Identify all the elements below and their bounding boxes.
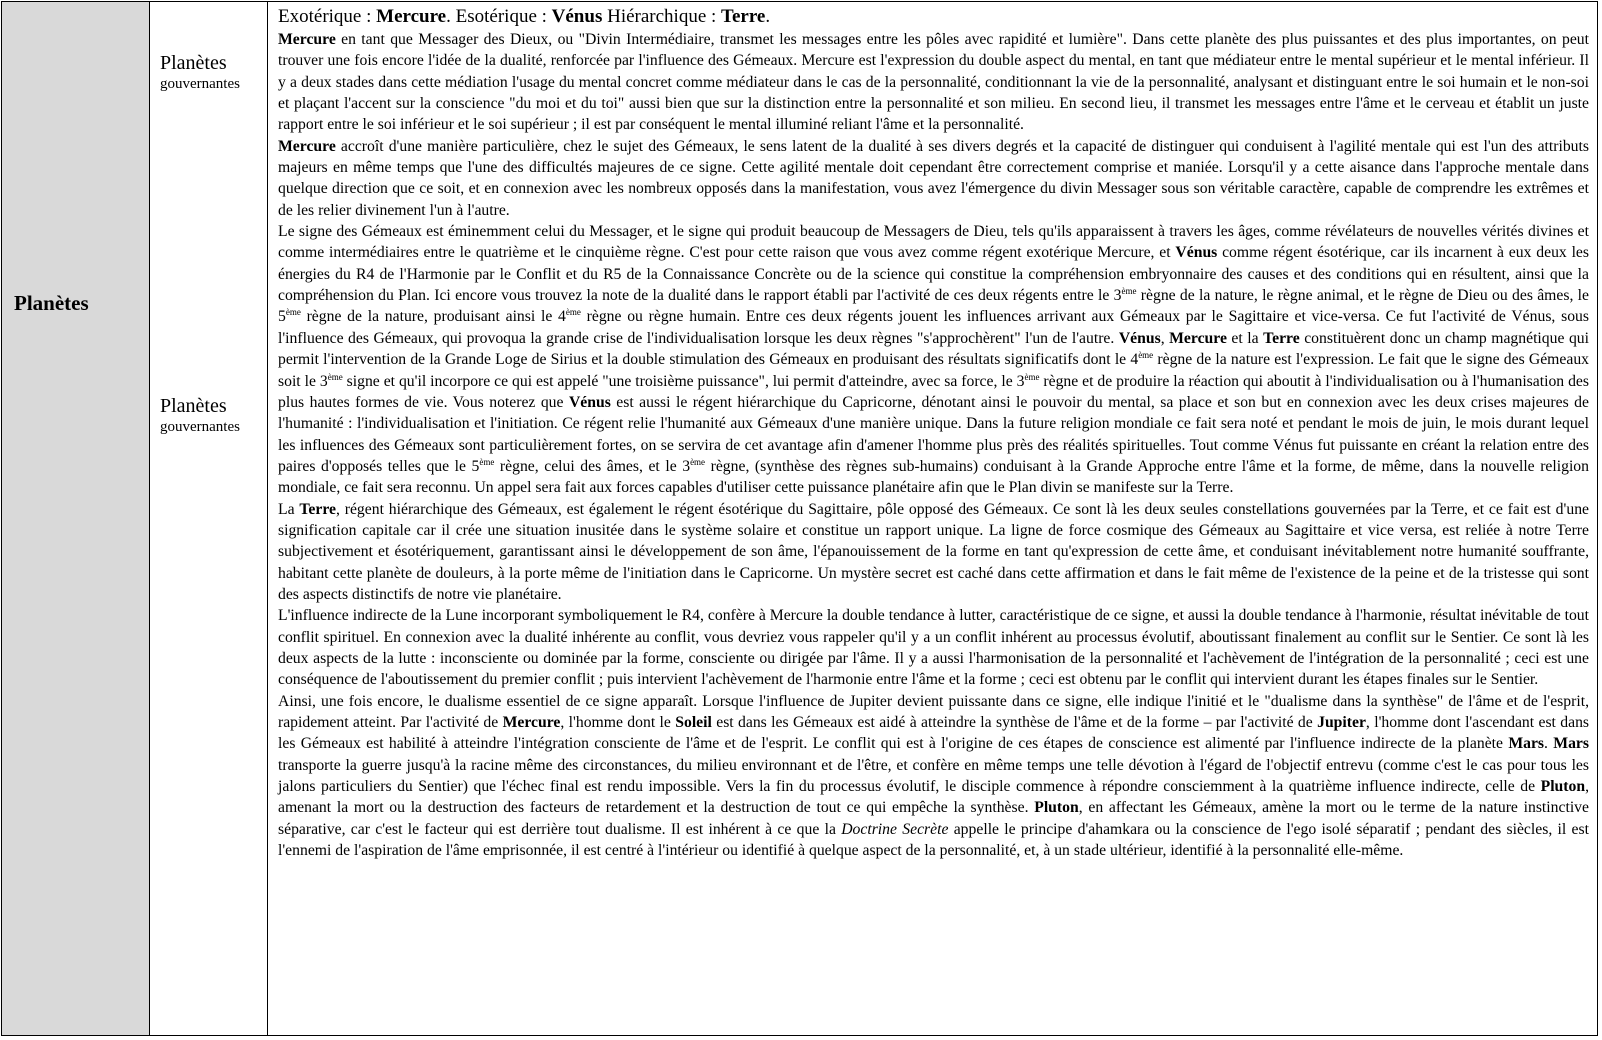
text-run: , en affectant les Gémeaux, amène la mort ou le terme de la nature instinctive séparative, car c'est le facteur qui est derrière tout dualisme. Il est inhérent à ce que la — [278, 799, 1589, 838]
planet-name: Pluton — [1540, 778, 1586, 796]
sub-label-title: Planètes — [160, 52, 227, 74]
sub-label-title: Planètes — [160, 395, 227, 417]
sub-label-subtitle: gouvernantes — [160, 76, 240, 92]
planets-table-row — [1, 1, 1598, 1036]
text-run: en tant que Messager des Dieux, ou "Divin Intermédiaire, transmet les messages entre les pôles avec rapidité et lumière". Dans cette planète des plus puissantes et des plus importantes, on peut trouver une fois encore l'idée de la dualité, renforcée par l'influence des Gémeaux. Mercure est l'expression du double aspect du mental, en tant que médiateur entre le mental supérieur et le mental inférieur. Il y a deux stades dans cette médiation l'usage du mental concret comme médiateur dans le cas de la personnalité, conditionnant la vie de la personnalité, analysant et distinguant entre le soi humain et le non-soi et plaçant l'accent sur la conscience "du moi et du toi" aussi bien que sur la distinction entre la personnalité et son milieu. En second lieu, il transmet les messages entre l'âme et le cerveau et établit un juste rapport entre le soi inférieur et le soi supérieur ; il est par conséquent le mental illuminé reliant l'âme et la personnalité. — [278, 31, 1589, 134]
text-run: accroît d'une manière particulière, chez le sujet des Gémeaux, le sens latent de la dualité à ses divers degrés et la capacité de distinguer qui conduisent à l'agilité mentale qui est l'un des attributs majeurs en même temps que l'une des difficultés majeures de ce signe. Cette agilité mentale doit cependant être correctement comprise et maniée. Lorsqu'il y a cette aisance dans l'approche mentale dans quelque direction que ce soit, et en connexion avec les nombreux opposés dans la manifestation, vous avez l'émergence du divin Messager sous son véritable caractère, capable de comprendre les extrêmes et de les relier divinement l'un à l'autre. — [278, 137, 1589, 219]
ordinal-suffix: ème — [285, 307, 301, 318]
text-run: appelle le principe d'ahamkara ou la conscience de l'ego isolé séparatif ; pendant des siècles, il est l'ennemi de l'aspiration de l'âme emprisonnée, il est centré à l'intérieur ou identifié à quelque aspect de la personnalité, et, à un stade ultérieur, identifié à la personnalité elle-même. — [278, 820, 1589, 860]
text-run: Le signe des Gémeaux est éminemment celui du Messager, et le signe qui produit beaucoup de Messagers de Dieu, tels qu'ils apparaissent à travers les âges, comme révélateurs de nouvelles vérités divines et comme intermédiaires entre le quatrième et le cinquième règne. C'est pour cette raison que vous avez comme régent exotérique Mercure, et — [278, 223, 1589, 262]
text-run: signe et qu'il incorpore ce qui est appelé "une troisième puissance", lui permit d'atteindre, avec sa force, le 3 — [342, 372, 1025, 390]
planet-name: Pluton — [1034, 799, 1079, 817]
body-paragraph — [278, 136, 1589, 221]
ordinal-suffix: ème — [1121, 286, 1137, 297]
text-run: . — [1544, 735, 1554, 753]
text-run: , l'homme dont le — [560, 714, 676, 731]
text-run: comme régent ésotérique, car ils incarnent à eux deux les énergies du R4 de l'Harmonie par le Conflit et du R5 de la Connaissance Concrète ou de la science qui constitue la compréhension embryonnaire des causes et des conditions qui en résultent, ainsi que la compréhension du Plan. Ici encore vous trouvez la note de la dualité dans le rapport établi par l'activité de ces deux régents entre le 3 — [278, 244, 1589, 305]
text-run: constituèrent donc un champ magnétique qui permit l'intervention de la Grande Loge de Sirius et la double stimulation des Gémeaux en produisant des résultats significatifs dont le 4 — [278, 329, 1590, 369]
planet-name: Mars — [1553, 735, 1589, 753]
ordinal-suffix: ème — [565, 307, 581, 318]
exoteric-planet: Mercure — [376, 6, 447, 27]
content-cell — [268, 2, 1597, 1035]
text-run: , — [1160, 329, 1170, 347]
ordinal-suffix: ème — [479, 456, 495, 467]
body-paragraph — [278, 605, 1589, 690]
planet-name: Mercure — [1169, 329, 1227, 347]
ordinal-suffix: ème — [690, 456, 706, 467]
ordinal-suffix: ème — [1024, 371, 1040, 382]
text-run: La — [278, 500, 300, 518]
text-run: L'influence indirecte de la Lune incorporant symboliquement le R4, confère à Mercure la double tendance à lutter, caractéristique de ce signe, et aussi la double tendance à l'harmonie, résultat inévitable de tout conflit spirituel. En connexion avec la dualité inhérente au conflit, vous devriez vous rappeler qu'il y a un conflit inhérent au processus évolutif, aboutissant finalement au conflit sur le Sentier. Ce sont là les deux aspects de la lutte : inconsciente ou dominée par la forme, consciente ou dirigée par l'âme. Il y a aussi l'harmonisation de la personnalité et l'achèvement de l'intégration de la personnalité ; ceci est une conséquence de l'aboutissement du premier conflit ; puis intervient l'achèvement de l'harmonie entre l'âme et la forme ; ceci est obtenu par le conflit qui intervient durant les étapes finales sur le Sentier. — [278, 607, 1589, 689]
body-paragraph — [278, 29, 1589, 136]
row-header-cell — [2, 2, 150, 1035]
hierarchical-planet: Terre — [721, 6, 766, 27]
text-run: , l'homme dont l'ascendant est dans les Gémeaux est habilité à atteindre l'intégration consciente de l'âme et de l'esprit. Le conflit qui est à l'origine de ces étapes de conscience est alimenté par l'influence indirecte de la planète — [278, 714, 1590, 753]
planet-name: Vénus — [1118, 329, 1161, 347]
text-run: est dans les Gémeaux est aidé à atteindre la synthèse de l'âme et de la forme – par l'activité de — [711, 714, 1318, 731]
text-run: règne, celui des âmes, et le 3 — [494, 457, 691, 475]
planet-name: Mars — [1508, 735, 1545, 753]
book-title: Doctrine Secrète — [841, 820, 949, 838]
planet-name: Mercure — [278, 137, 336, 155]
text-run: règne, (synthèse des règnes sub-humains) conduisant à la Grande Approche entre l'âme et la forme, de même, dans la nouvelle religion mondiale, ce fait sera reconnu. Un appel sera fait aux forces capables d'utiliser cette puissance planétaire afin que le Plan divin se manifeste sur la Terre. — [278, 457, 1589, 497]
text-run: règne de la nature, le règne animal, et le règne de Dieu ou des âmes, le 5 — [278, 287, 1589, 326]
planet-name: Terre — [299, 500, 336, 518]
text-run: transporte la guerre jusqu'à la racine même des circonstances, du milieu environnant et de l'être, et confère en même temps une telle dévotion à l'égard de l'objectif entrevu (comme c'est le cas pour tous les jalons particuliers du Sentier) que l'échec final est rendu impossible. Vers la fin du processus évolutif, le disciple commence à répondre consciemment à la quatrième influence indirecte, celle de — [278, 756, 1589, 796]
body-paragraph — [278, 691, 1589, 862]
planet-name: Terre — [1263, 329, 1300, 347]
planet-name: Mercure — [502, 714, 561, 731]
heading-end: . — [765, 6, 771, 27]
text-run: règne de la nature est l'expression. Le fait que le signe des Gémeaux soit le 3 — [278, 351, 1590, 390]
sub-label-subtitle: gouvernantes — [160, 419, 240, 435]
planet-name: Mercure — [278, 31, 336, 48]
esoteric-planet: Vénus — [551, 6, 603, 27]
text-run: et la — [1226, 329, 1264, 347]
text-run: Ainsi, une fois encore, le dualisme essentiel de ce signe apparaît. Lorsque l'influence de Jupiter devient puissante dans ce signe, elle indique l'initié et le "dualisme dans la synthèse" de l'âme et de l'esprit, rapidement atteint. Par l'activité de — [278, 692, 1589, 731]
text-run: règne ou règne humain. Entre ces deux régents jouent les influences arrivant aux Gémeaux par le Sagittaire et vice-versa. Ce fut l'activité de Vénus, sous l'influence des Gémeaux, qui provoqua la grande crise de l'individualisation lorsque les deux règnes "s'approchèrent" l'un de l'autre. — [278, 308, 1589, 347]
paragraphs — [278, 29, 1589, 861]
planet-name: Soleil — [675, 714, 712, 731]
text-run: règne de la nature, produisant ainsi le 4 — [300, 308, 566, 326]
sub-label-2 — [160, 394, 240, 436]
sub-label-1 — [160, 51, 240, 93]
text-run: règne et de produire la réaction qui aboutit à l'individualisation ou à l'humanisation des plus hautes formes de vie. Vous noterez que — [278, 372, 1589, 411]
planet-name: Vénus — [1175, 244, 1218, 262]
text-run: , amenant la mort ou la destruction des facteurs de retardement et la destruction de tout ce qui empêche la synthèse. — [278, 778, 1589, 817]
body-paragraph — [278, 221, 1589, 498]
sub-label-cell — [150, 2, 268, 1035]
row-title: Planètes — [14, 291, 89, 315]
planet-name: Vénus — [568, 393, 611, 411]
text-run: , régent hiérarchique des Gémeaux, est également le régent ésotérique du Sagittaire, pôle opposé des Gémeaux. Ce sont là les deux seules constellations gouvernées par la Terre, et ce fait est d'une signification capitale car il crée une situation inusitée dans le système solaire et constitue un rapport unique. La ligne de force cosmique des Gémeaux au Sagittaire et vice versa, est reliée à notre Terre subjectivement et ésotériquement, garantissant ainsi le développement de son âme, l'épanouissement de la forme en tant qu'expression de cette âme, et conduisant inévitablement notre humanité souffrante, habitant cette planète de douleurs, à la porte même de l'initiation dans le Capricorne. Un mystère secret est caché dans cette affirmation et dans le fait même de l'existence de la peine et de la tristesse qui sont des aspects distinctifs de notre vie planétaire. — [278, 500, 1590, 603]
exoteric-label: Exotérique : — [278, 6, 377, 27]
hierarchical-label: Hiérarchique : — [602, 6, 722, 27]
body-paragraph — [278, 499, 1589, 606]
esoteric-label: . Esotérique : — [446, 6, 552, 27]
ordinal-suffix: ème — [1138, 350, 1154, 361]
planet-name: Jupiter — [1317, 714, 1366, 731]
rulers-heading — [278, 5, 1589, 29]
ordinal-suffix: ème — [327, 371, 343, 382]
text-run: est aussi le régent hiérarchique du Capricorne, dénotant ainsi le pouvoir du mental, sa place et son but en connexion avec les deux crises majeures de l'humanité : l'individualisation et l'initiation. Ce régent relie l'humanité aux Gémeaux d'une manière unique. Dans la future religion mondiale ce fait sera noté et pendant le mois de juin, le mois durant lequel les influences des Gémeaux sont particulièrement fortes, on se servira de cet avantage afin d'amener l'homme plus près des réalités spirituelles. Tout comme Vénus fut puissante en créant la relation entre des paires d'opposés telles que le 5 — [278, 393, 1589, 475]
